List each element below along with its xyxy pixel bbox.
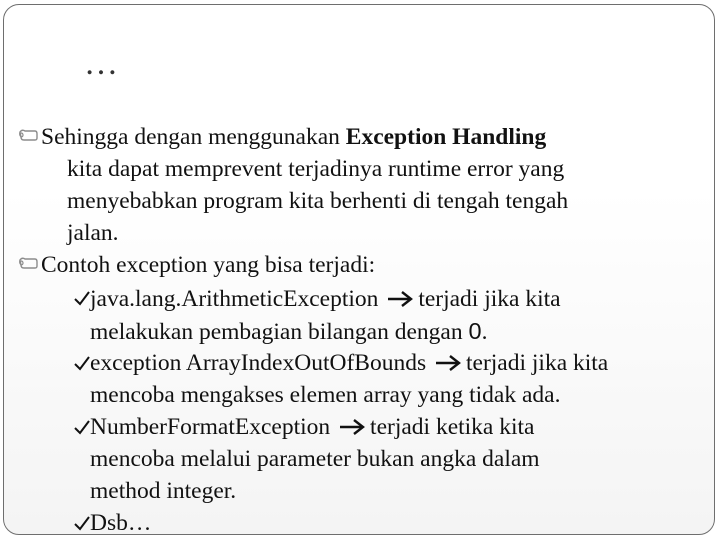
checkmark-icon: [73, 418, 91, 436]
paragraph-1-line-2: kita dapat memprevent terjadinya runtime error yang: [67, 156, 565, 182]
item-text: melakukan pembagian bilangan dengan: [90, 319, 469, 345]
item-text: terjadi jika kita: [465, 350, 609, 376]
item-number: 0: [468, 318, 482, 344]
item-3-line-2: mencoba melalui parameter bukan angka dalam: [90, 446, 540, 472]
arrow-right-icon: [386, 290, 414, 308]
item-text: terjadi ketika kita: [370, 414, 535, 440]
text-run: Sehingga dengan menggunakan: [41, 124, 346, 150]
bold-term: Exception Handling: [345, 124, 547, 150]
item-1-line-1: [90, 283, 561, 315]
checkmark-icon: [73, 289, 91, 307]
scroll-bullet-icon: [18, 256, 38, 270]
exception-name: java.lang.ArithmeticException: [90, 286, 379, 312]
scroll-bullet-icon: [18, 128, 38, 142]
exception-name: NumberFormatException: [90, 414, 331, 440]
item-text: .: [481, 319, 488, 345]
exception-name: exception ArrayIndexOutOfBounds: [90, 350, 427, 376]
checkmark-icon: [73, 514, 91, 532]
slide-frame: [3, 4, 715, 535]
item-4-line-1: Dsb…: [90, 510, 152, 535]
item-3-line-1: [90, 411, 534, 443]
arrow-right-icon: [338, 418, 366, 436]
slide-title: …: [84, 45, 120, 82]
paragraph-2-line-1: Contoh exception yang bisa terjadi:: [41, 252, 376, 278]
paragraph-1-line-1: [41, 121, 546, 153]
item-1-line-2: [90, 315, 487, 348]
item-text: terjadi jika kita: [418, 286, 561, 312]
checkmark-icon: [73, 354, 91, 372]
item-2-line-2: mencoba mengakses elemen array yang tidak ada.: [90, 382, 561, 408]
paragraph-1-line-4: jalan.: [67, 220, 119, 246]
item-3-line-3: method integer.: [90, 478, 237, 504]
paragraph-1-line-3: menyebabkan program kita berhenti di tengah tengah: [67, 188, 569, 214]
item-2-line-1: [90, 347, 608, 379]
arrow-right-icon: [434, 354, 462, 372]
